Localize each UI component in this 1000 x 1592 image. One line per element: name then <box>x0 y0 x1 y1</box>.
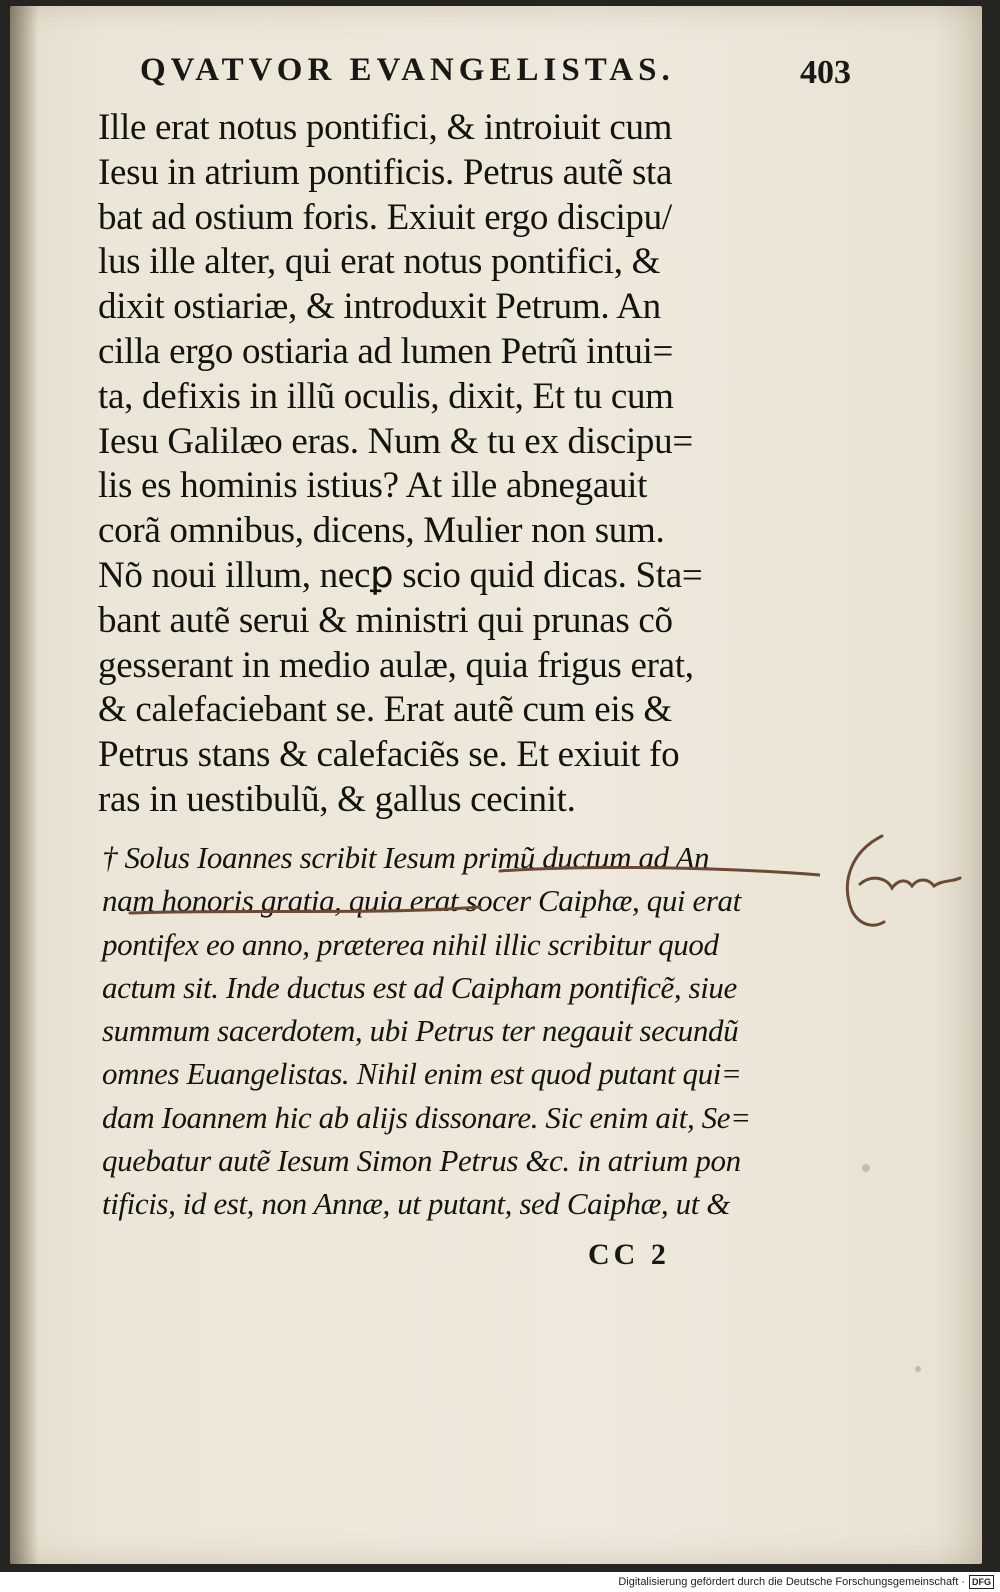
commentary-line: actum sit. Inde ductus est ad Caipham pontificẽ, siue <box>102 969 737 1005</box>
paper-stain <box>862 1164 870 1172</box>
dfg-logo: DFG <box>969 1575 994 1589</box>
commentary-line: summum sacerdotem, ubi Petrus ter negauit secundũ <box>102 1013 739 1049</box>
text-line: & calefaciebant se. Erat autẽ cum eis & <box>98 689 672 731</box>
page-number: 403 <box>800 54 851 91</box>
book-page <box>10 6 982 1564</box>
text-line: cilla ergo ostiaria ad lumen Petrũ intui= <box>98 330 674 372</box>
text-line: Nõ noui illum, necꝑ scio quid dicas. Sta= <box>98 554 703 596</box>
text-line: corã omnibus, dicens, Mulier non sum. <box>98 510 665 552</box>
text-line: lus ille alter, qui erat notus pontifici, & <box>98 241 661 283</box>
commentary-line: † Solus Ioannes scribit Iesum primũ ductum ad An <box>102 840 710 875</box>
commentary-line: quebatur autẽ Iesum Simon Petrus &c. in atrium pon <box>102 1143 741 1179</box>
handwritten-underline <box>120 851 820 931</box>
commentary-line: pontifex eo anno, præterea nihil illic scribitur quod <box>102 926 719 962</box>
text-line: gesserant in medio aulæ, quia frigus erat, <box>98 644 694 686</box>
text-line: Iesu in atrium pontificis. Petrus autẽ sta <box>98 151 673 193</box>
running-head: QVATVOR EVANGELISTAS. <box>140 52 675 88</box>
paper-stain <box>915 1366 921 1372</box>
commentary-line: omnes Euangelistas. Nihil enim est quod putant qui= <box>102 1056 742 1092</box>
text-line: dixit ostiariæ, & introduxit Petrum. An <box>98 286 661 328</box>
commentary-line: tificis, id est, non Annæ, ut putant, sed Caiphæ, ut & <box>102 1186 730 1222</box>
commentary-line: nam honoris gratia, quia erat socer Caiphæ, qui erat <box>102 883 741 919</box>
main-text-block <box>98 106 788 823</box>
text-line: lis es hominis istius? At ille abnegauit <box>98 465 648 507</box>
gutter-shadow <box>10 6 38 1564</box>
digitization-footer <box>0 1572 1000 1592</box>
text-line: Ille erat notus pontifici, & introiuit cum <box>98 107 673 148</box>
gathering-signature: CC 2 <box>588 1238 670 1271</box>
text-line: Petrus stans & calefaciẽs se. Et exiuit fo <box>98 734 680 776</box>
text-line: bant autẽ serui & ministri qui prunas cõ <box>98 599 673 641</box>
text-line: ta, defixis in illũ oculis, dixit, Et tu cum <box>98 375 674 417</box>
funding-credit: Digitalisierung gefördert durch die Deutsche Forschungsgemeinschaft · <box>618 1576 965 1588</box>
handwritten-margin-note <box>832 826 982 936</box>
text-line: ras in uestibulũ, & gallus cecinit. <box>98 778 576 820</box>
commentary-line: dam Ioannem hic ab alijs dissonare. Sic enim ait, Se= <box>102 1099 751 1135</box>
text-line: bat ad ostium foris. Exiuit ergo discipu/ <box>98 196 672 238</box>
text-line: Iesu Galilæo eras. Num & tu ex discipu= <box>98 420 693 462</box>
